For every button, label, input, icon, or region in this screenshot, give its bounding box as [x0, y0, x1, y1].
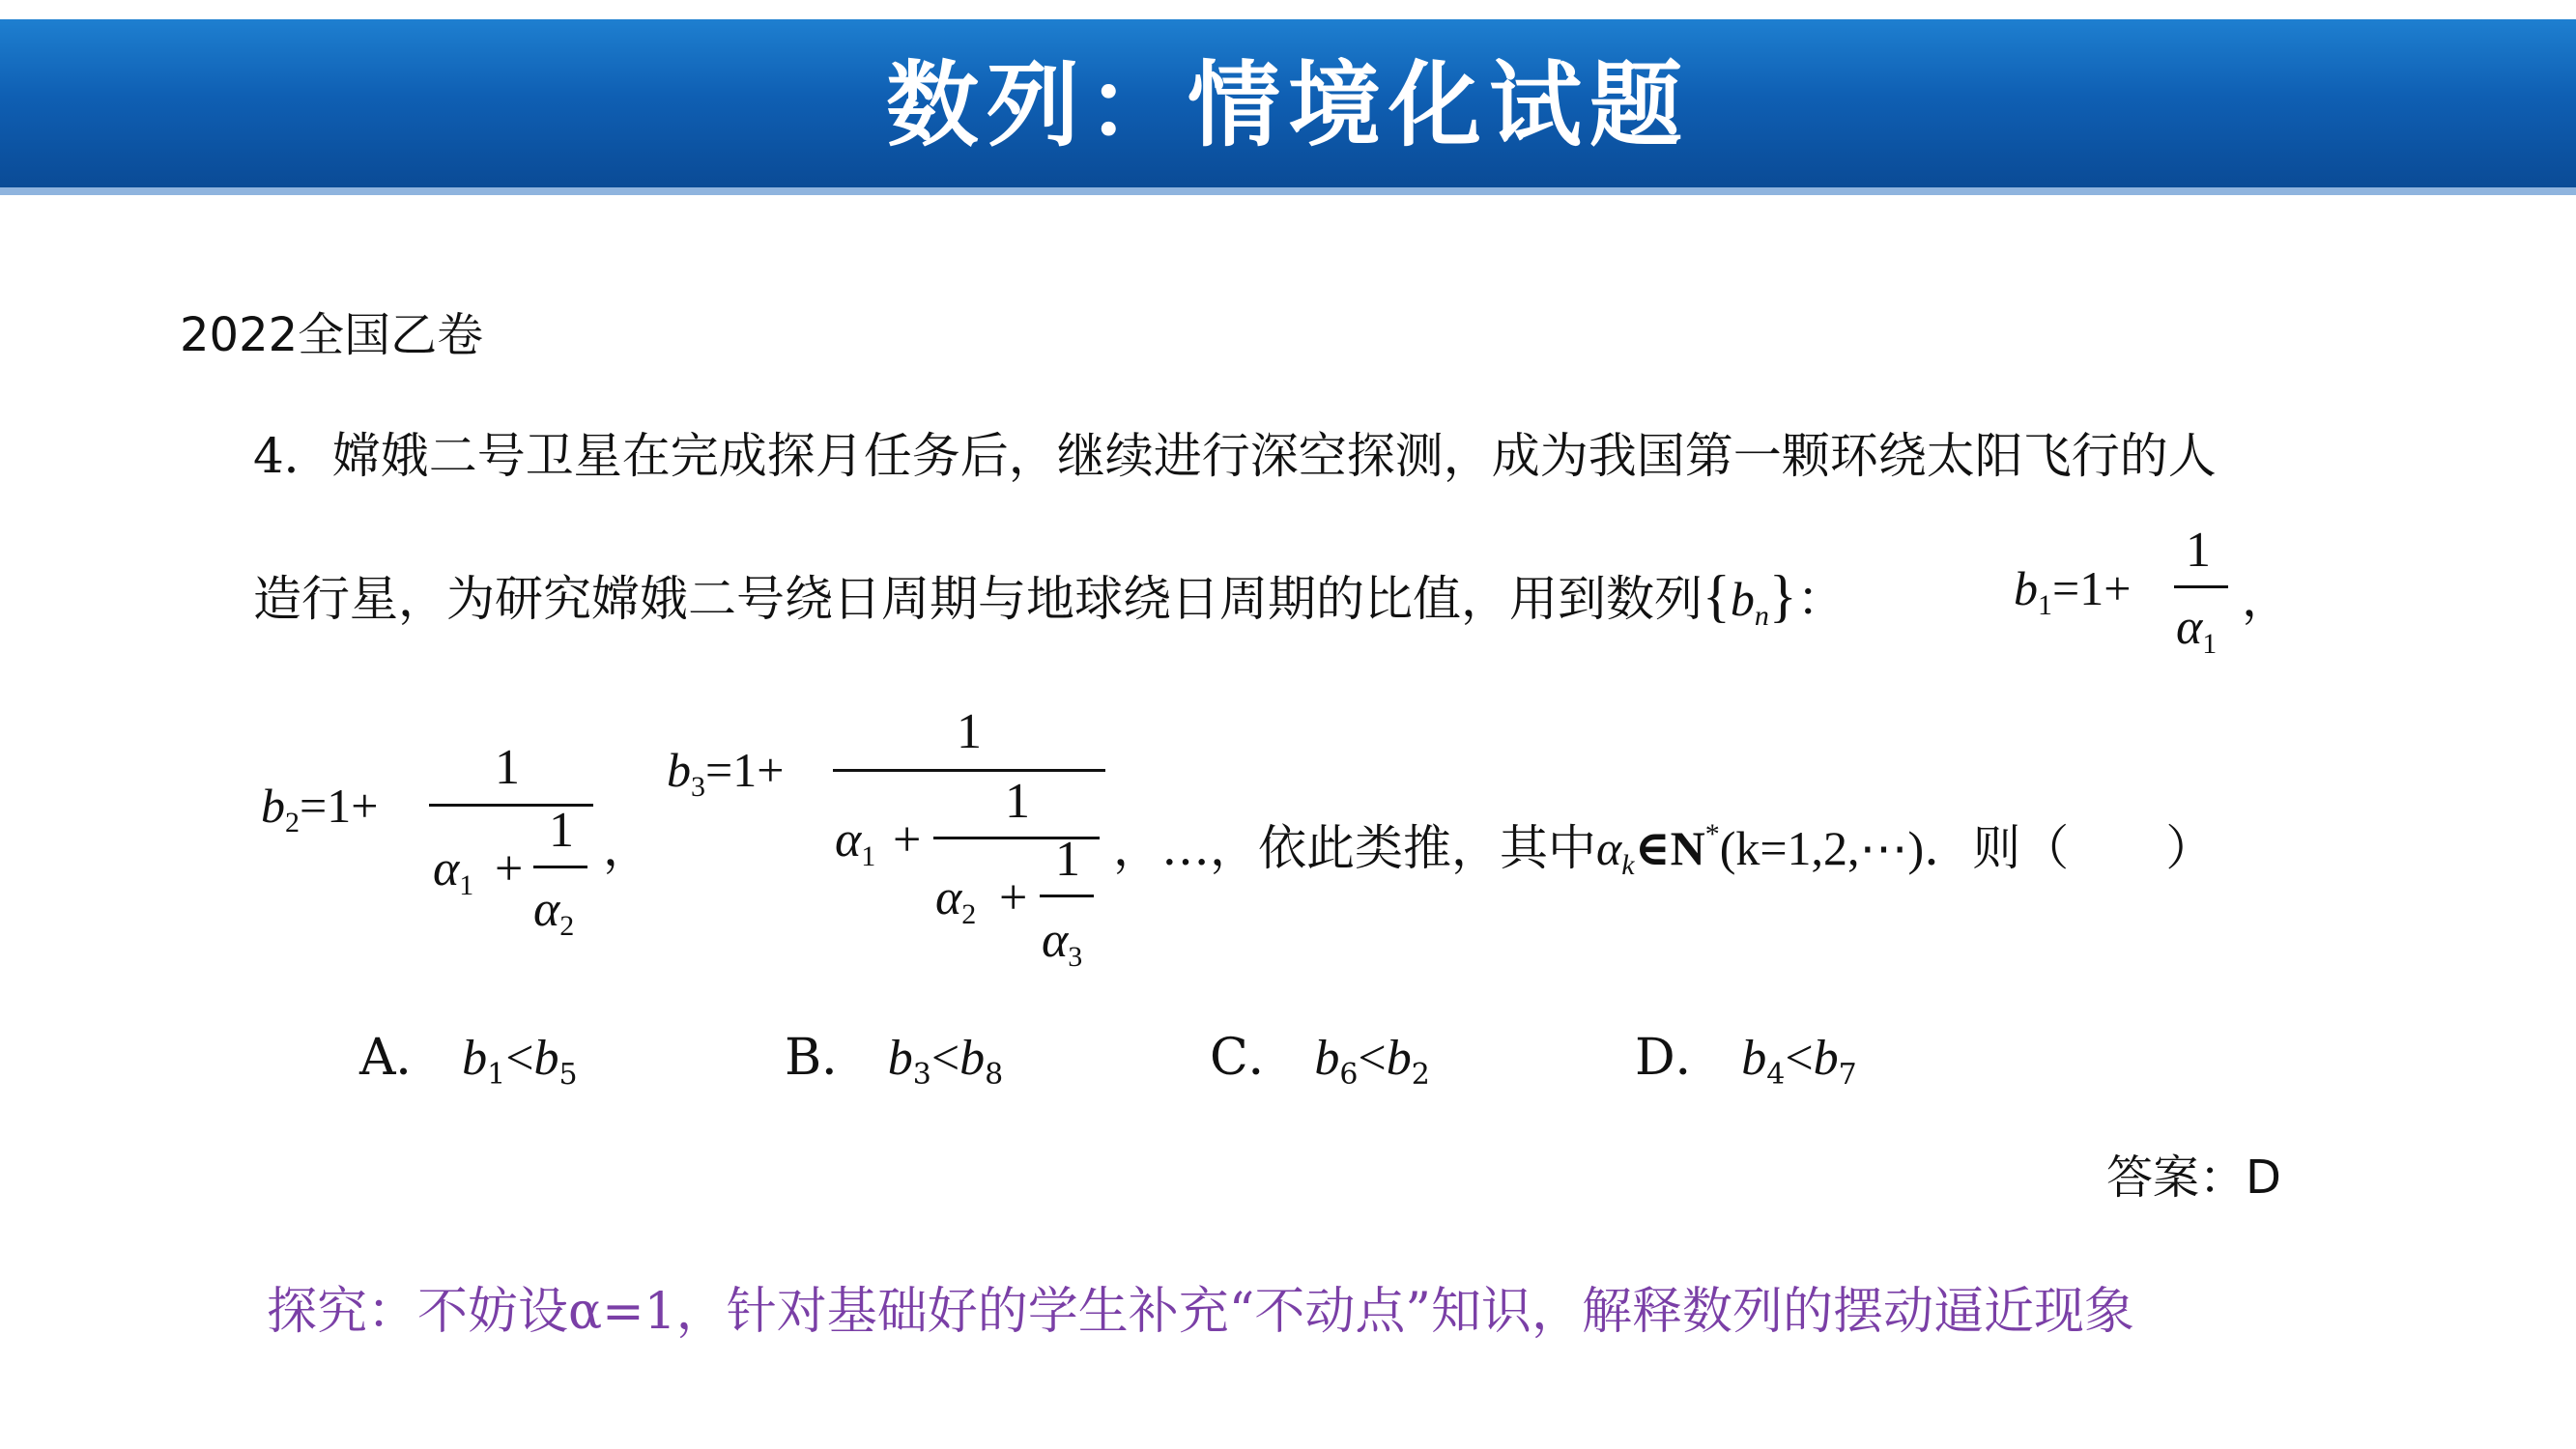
option-b-label: B．: [785, 1029, 873, 1087]
seq-brace-close: }: [1768, 564, 1797, 628]
option-d-label: D．: [1635, 1029, 1726, 1087]
option-d-rhs: b: [1813, 1031, 1839, 1086]
option-a-rhs-sub: 5: [558, 1058, 578, 1092]
option-b-op: <: [930, 1031, 960, 1086]
b3-plus-2: +: [999, 870, 1028, 925]
b2-plus: +: [495, 841, 524, 896]
option-c-label: C．: [1210, 1029, 1299, 1087]
b1-eq: =1+: [2052, 561, 2132, 615]
option-c: [1210, 1016, 1430, 1092]
source-label: 2022全国乙卷: [180, 308, 484, 362]
b2-alpha1: α: [433, 841, 460, 896]
answer-text: 答案：D: [2106, 1151, 2281, 1205]
b3-lhs: [667, 742, 785, 803]
b2-alpha2: α: [533, 882, 560, 937]
option-a-lhs: b: [462, 1031, 488, 1086]
b3-plus-1: +: [893, 812, 922, 867]
option-b: [785, 1016, 1004, 1092]
option-a-rhs: b: [533, 1031, 559, 1086]
b3-alpha1: α: [835, 812, 862, 867]
question-then: ．则（ ）: [1924, 820, 2215, 876]
seq-colon: ：: [1796, 571, 1846, 627]
b1-lhs: [2014, 560, 2132, 621]
b1-denominator: [2176, 599, 2218, 660]
slide-title: 数列：情境化试题: [886, 50, 1690, 159]
b3-b: b: [667, 743, 691, 797]
b3-inner-numerator: 1: [1055, 832, 1080, 887]
b1-fraction-bar: [2174, 585, 2228, 588]
option-b-rhs-sub: 8: [985, 1058, 1004, 1092]
b1-sub: 1: [2038, 589, 2052, 621]
option-c-lhs-sub: 6: [1339, 1058, 1359, 1092]
b2-sub: 2: [285, 807, 300, 838]
b3-alpha3: α: [1042, 913, 1069, 968]
b3-mid-numerator: 1: [1005, 774, 1030, 829]
alpha-k: α: [1596, 821, 1622, 875]
tail-text: ，…，依此类推，其中: [1113, 820, 1596, 876]
seq-n: n: [1754, 600, 1769, 632]
b2-alpha2-sub: 2: [559, 910, 575, 942]
b2-inner-numerator: 1: [549, 803, 574, 858]
option-c-rhs: b: [1386, 1031, 1412, 1086]
b3-denom-alpha1: [835, 811, 876, 872]
option-a-op: <: [505, 1031, 534, 1086]
b3-inner-denominator: [1042, 912, 1083, 973]
b2-denom-alpha1: [433, 840, 474, 901]
in-N: ∈N: [1634, 821, 1705, 875]
b2-lhs: [261, 778, 379, 838]
b2-inner-denominator: [533, 881, 575, 942]
option-b-lhs: b: [887, 1031, 913, 1086]
b1-numerator: 1: [2186, 523, 2211, 578]
b2-numerator: 1: [495, 740, 520, 795]
b1-b: b: [2014, 561, 2038, 615]
b3-numerator: 1: [957, 704, 982, 759]
option-c-op: <: [1358, 1031, 1387, 1086]
k-range: (k=1,2,⋯): [1719, 821, 1925, 875]
b3-eq: =1+: [705, 743, 785, 797]
b3-alpha2: α: [935, 870, 962, 925]
b2-b: b: [261, 779, 285, 833]
b1-comma: ，: [2242, 571, 2290, 627]
option-a-lhs-sub: 1: [487, 1058, 506, 1092]
b3-alpha1-sub: 1: [861, 840, 876, 872]
seq-brace-open: {: [1703, 564, 1731, 628]
seq-b: b: [1730, 572, 1755, 626]
b3-sub: 3: [691, 771, 705, 803]
b1-alpha-sub: 1: [2202, 628, 2218, 660]
option-c-rhs-sub: 2: [1411, 1058, 1430, 1092]
b3-denom-alpha2: [935, 869, 977, 930]
b3-inner-bar: [1040, 895, 1094, 897]
option-d: [1635, 1016, 1857, 1092]
N-star: *: [1704, 818, 1720, 850]
b3-fraction-bar: [833, 769, 1105, 772]
b3-alpha3-sub: 3: [1068, 941, 1083, 973]
option-a: [359, 1016, 578, 1092]
question-line-2-text: 造行星，为研究嫦娥二号绕日周期与地球绕日周期的比值，用到数列: [253, 571, 1703, 627]
b2-alpha1-sub: 1: [459, 869, 474, 901]
question-line-1: 4．嫦娥二号卫星在完成探月任务后，继续进行深空探测，成为我国第一颗环绕太阳飞行的人: [253, 428, 2217, 484]
option-c-lhs: b: [1314, 1031, 1340, 1086]
b3-alpha2-sub: 2: [961, 898, 977, 930]
option-d-rhs-sub: 7: [1838, 1058, 1857, 1092]
option-b-rhs: b: [959, 1031, 986, 1086]
option-d-lhs-sub: 4: [1766, 1058, 1786, 1092]
b2-comma: ，: [603, 820, 651, 876]
question-line-2: [253, 560, 1846, 630]
option-d-op: <: [1785, 1031, 1814, 1086]
question-line-3-tail: [1113, 810, 2214, 879]
option-a-label: A．: [359, 1029, 446, 1087]
b2-inner-bar: [533, 866, 587, 868]
explore-note: 探究：不妨设α=1，针对基础好的学生补充“不动点”知识，解释数列的摆动逼近现象: [267, 1283, 2134, 1341]
b1-alpha: α: [2176, 600, 2203, 655]
option-b-lhs-sub: 3: [912, 1058, 931, 1092]
b2-eq: =1+: [300, 779, 379, 833]
alpha-k-sub: k: [1621, 849, 1635, 881]
option-d-lhs: b: [1741, 1031, 1767, 1086]
